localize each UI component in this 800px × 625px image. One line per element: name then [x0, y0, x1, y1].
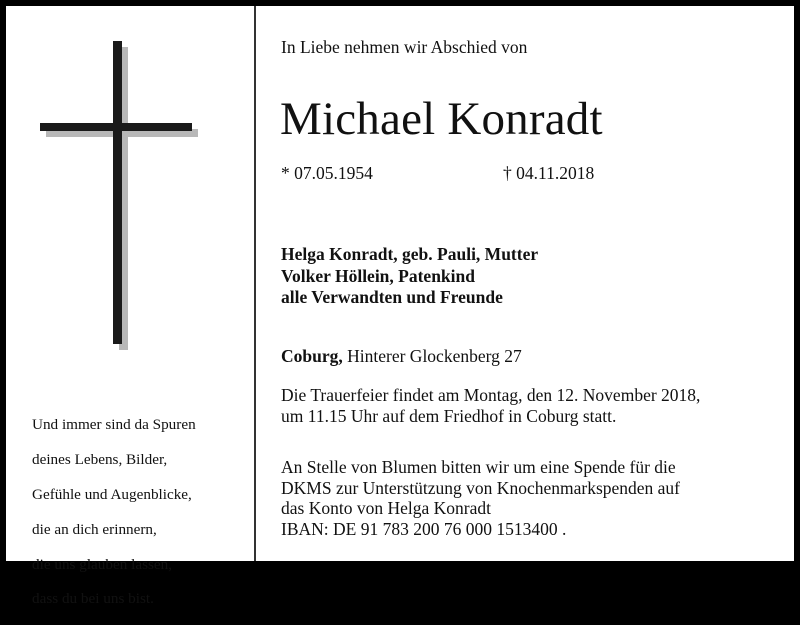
ceremony-line: Die Trauerfeier findet am Montag, den 12. November 2018, — [281, 385, 701, 405]
mourner: alle Verwandten und Freunde — [281, 287, 503, 307]
birth-date: * 07.05.1954 — [281, 163, 373, 183]
intro-text: In Liebe nehmen wir Abschied von — [281, 37, 528, 57]
ceremony-line: um 11.15 Uhr auf dem Friedhof in Coburg statt. — [281, 406, 617, 426]
cross-vertical-bar — [113, 41, 122, 344]
obituary-notice — [6, 6, 794, 608]
poem-line: Und immer sind da Spuren — [32, 416, 196, 434]
poem-line: Gefühle und Augenblicke, — [32, 486, 192, 504]
donation-line: das Konto von Helga Konradt — [281, 498, 491, 518]
deceased-name: Michael Konradt — [280, 93, 603, 145]
poem-line: deines Lebens, Bilder, — [32, 451, 168, 469]
donation-line: DKMS zur Unterstützung von Knochenmarkspenden auf — [281, 477, 681, 498]
donation-info — [281, 457, 680, 539]
poem-line: die an dich erinnern, — [32, 520, 157, 538]
panel-divider — [254, 6, 256, 561]
address-street: Hinterer Glockenberg 27 — [342, 346, 522, 366]
ceremony-info — [281, 385, 700, 427]
poem-line: die uns glauben lassen, — [32, 555, 173, 573]
mourner: Volker Höllein, Patenkind — [281, 265, 475, 286]
mourners-list — [281, 244, 538, 309]
donation-line: An Stelle von Blumen bitten wir um eine Spende für die — [281, 457, 676, 477]
memorial-poem — [32, 399, 196, 625]
address-city: Coburg, — [281, 346, 343, 366]
death-date: † 04.11.2018 — [503, 163, 595, 183]
iban: IBAN: DE 91 783 200 76 000 1513400 . — [281, 518, 567, 539]
poem-line: dass du bei uns bist. — [32, 590, 154, 608]
mourner: Helga Konradt, geb. Pauli, Mutter — [281, 244, 539, 264]
address — [281, 346, 522, 367]
cross-horizontal-bar — [40, 123, 192, 131]
